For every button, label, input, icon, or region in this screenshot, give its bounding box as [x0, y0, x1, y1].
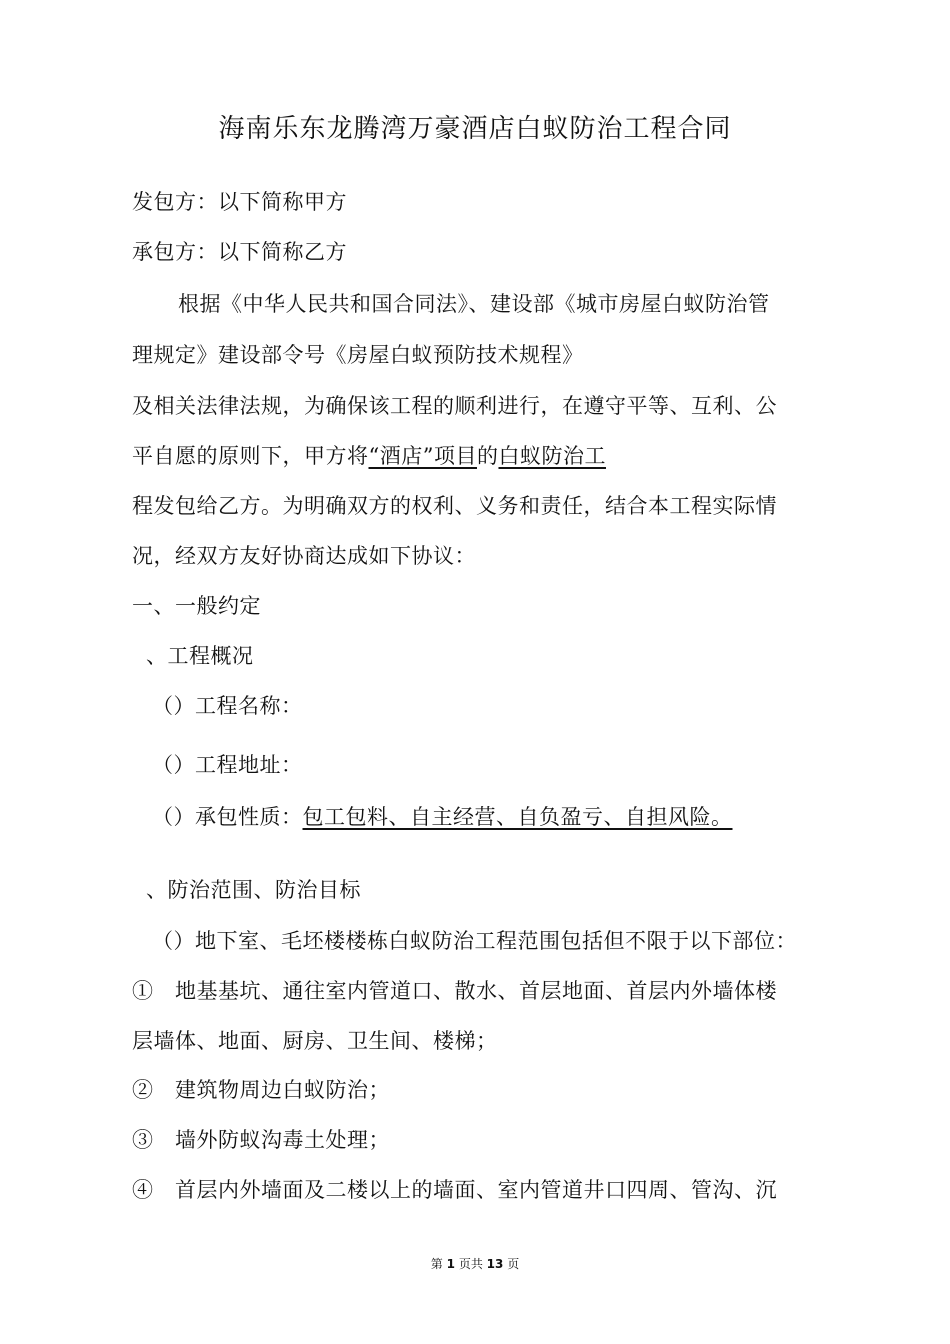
work-type-underlined: 白蚁防治工: [498, 444, 606, 468]
preamble-line-4-mid: 的: [476, 444, 499, 468]
footer-prefix: 第: [430, 1257, 443, 1271]
preamble-line-6: 况，经双方友好协商达成如下协议：: [132, 544, 476, 568]
preamble-line-5: 程发包给乙方。为明确双方的权利、义务和责任，结合本工程实际情: [132, 494, 777, 518]
preamble-line-4-prefix: 平自愿的原则下，甲方将: [132, 444, 369, 468]
footer-middle: 页共: [458, 1257, 483, 1271]
contract-nature-value: 包工包料、自主经营、自负盈亏、自担风险。: [302, 805, 733, 829]
contract-nature-label: （）承包性质：: [152, 805, 303, 829]
footer-suffix: 页: [507, 1257, 520, 1271]
page-footer: [0, 1256, 950, 1272]
document-title: 海南乐东龙腾湾万豪酒店白蚁防治工程合同: [218, 114, 732, 144]
footer-page-number: 1: [446, 1257, 455, 1271]
footer-total-pages: 13: [486, 1257, 504, 1271]
project-name-underlined: “酒店”项目: [368, 444, 477, 468]
contract-nature-line: [152, 802, 733, 832]
scope-item-1-line-2: 层墙体、地面、厨房、卫生间、楼梯；: [132, 1029, 498, 1053]
contractor-line: 承包方：以下简称乙方: [132, 240, 347, 264]
subsection-scope-heading: 、防治范围、防治目标: [146, 878, 361, 902]
scope-intro: （）地下室、毛坯楼楼栋白蚁防治工程范围包括但不限于以下部位：: [152, 929, 797, 953]
project-name-field: （）工程名称：: [152, 694, 303, 718]
subsection-overview-heading: 、工程概况: [146, 644, 254, 668]
scope-item-2: ② 建筑物周边白蚁防治；: [132, 1078, 390, 1102]
scope-item-3: ③ 墙外防蚁沟毒土处理；: [132, 1128, 390, 1152]
section-1-heading: 一、一般约定: [132, 594, 261, 618]
employer-line: 发包方：以下简称甲方: [132, 190, 347, 214]
scope-item-4: ④ 首层内外墙面及二楼以上的墙面、室内管道井口四周、管沟、沉: [132, 1178, 777, 1202]
preamble-line-4: [132, 441, 606, 471]
preamble-line-2: 理规定》建设部令号《房屋白蚁预防技术规程》: [132, 343, 584, 367]
preamble-line-3: 及相关法律法规，为确保该工程的顺利进行，在遵守平等、互利、公: [132, 394, 777, 418]
preamble-line-1: 根据《中华人民共和国合同法》、建设部《城市房屋白蚁防治管: [178, 292, 770, 316]
project-address-field: （）工程地址：: [152, 753, 303, 777]
scope-item-1-line-1: ① 地基基坑、通往室内管道口、散水、首层地面、首层内外墙体楼: [132, 979, 777, 1003]
